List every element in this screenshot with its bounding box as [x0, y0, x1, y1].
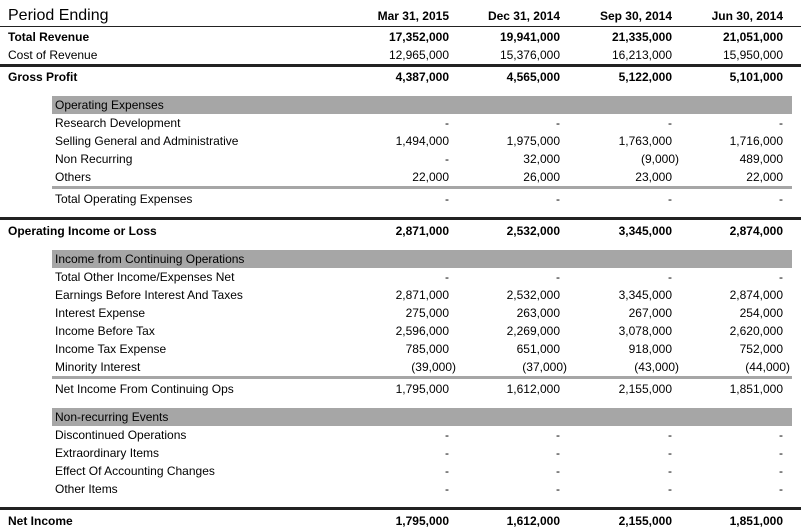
- cell-value: 22,000: [412, 170, 449, 184]
- cell-value: -: [445, 270, 449, 284]
- cell-value: -: [556, 446, 560, 460]
- cell-value: 2,874,000: [729, 288, 783, 302]
- cell-value: (39,000): [411, 360, 456, 374]
- cell-value: -: [779, 464, 783, 478]
- subtotal-divider: [52, 376, 792, 379]
- cell-value: 4,387,000: [395, 70, 449, 84]
- cell-value: 22,000: [746, 170, 783, 184]
- row-label: Total Operating Expenses: [55, 192, 193, 206]
- cell-value: -: [668, 116, 672, 130]
- cell-value: 1,851,000: [729, 514, 783, 528]
- operating-income-row: [0, 222, 801, 240]
- cell-value: (43,000): [634, 360, 679, 374]
- cell-value: 2,532,000: [506, 288, 560, 302]
- cell-value: 2,596,000: [395, 324, 449, 338]
- cell-value: -: [668, 192, 672, 206]
- cell-value: (37,000): [522, 360, 567, 374]
- row-label: Gross Profit: [8, 70, 78, 84]
- cell-value: -: [668, 464, 672, 478]
- cell-value: 19,941,000: [499, 30, 560, 44]
- net-income-continuing-ops-row: [0, 380, 801, 398]
- column-header: Mar 31, 2015: [377, 9, 449, 23]
- cell-value: -: [779, 270, 783, 284]
- cell-value: 16,213,000: [611, 48, 672, 62]
- row-label: Extraordinary Items: [55, 446, 160, 460]
- table-row: [0, 46, 801, 64]
- cell-value: -: [668, 270, 672, 284]
- table-row: [0, 268, 801, 286]
- header-divider: [0, 26, 801, 27]
- section-header-continuing-operations: [52, 250, 792, 268]
- column-header: Sep 30, 2014: [599, 9, 672, 23]
- cell-value: -: [779, 482, 783, 496]
- divider: [0, 217, 801, 220]
- cell-value: -: [779, 428, 783, 442]
- gross-profit-row: [0, 68, 801, 86]
- row-label: Net Income: [8, 514, 73, 528]
- cell-value: 2,155,000: [618, 382, 672, 396]
- cell-value: 2,871,000: [395, 224, 449, 238]
- cell-value: -: [668, 428, 672, 442]
- cell-value: -: [556, 116, 560, 130]
- table-row: [0, 28, 801, 46]
- section-title: Non-recurring Events: [55, 410, 169, 424]
- cell-value: 4,565,000: [506, 70, 560, 84]
- cell-value: -: [556, 428, 560, 442]
- cell-value: 2,620,000: [729, 324, 783, 338]
- row-label: Earnings Before Interest And Taxes: [55, 288, 243, 302]
- cell-value: (44,000): [745, 360, 790, 374]
- cell-value: 2,269,000: [506, 324, 560, 338]
- cell-value: 1,612,000: [506, 382, 560, 396]
- net-income-row: [0, 512, 801, 530]
- period-ending-title: Period Ending: [8, 7, 109, 24]
- cell-value: 1,716,000: [729, 134, 783, 148]
- cell-value: -: [445, 116, 449, 130]
- table-row: [0, 462, 801, 480]
- cell-value: 1,851,000: [729, 382, 783, 396]
- cell-value: 5,101,000: [729, 70, 783, 84]
- table-row: [0, 480, 801, 498]
- column-header-row: [0, 7, 801, 25]
- cell-value: (9,000): [640, 152, 679, 166]
- cell-value: 267,000: [628, 306, 672, 320]
- cell-value: -: [779, 192, 783, 206]
- divider: [0, 64, 801, 67]
- cell-value: 2,532,000: [506, 224, 560, 238]
- divider: [0, 507, 801, 510]
- cell-value: -: [445, 428, 449, 442]
- cell-value: 15,950,000: [722, 48, 783, 62]
- cell-value: -: [668, 482, 672, 496]
- cell-value: 275,000: [405, 306, 449, 320]
- cell-value: 1,612,000: [506, 514, 560, 528]
- section-header-operating-expenses: [52, 96, 792, 114]
- cell-value: -: [445, 446, 449, 460]
- cell-value: 32,000: [523, 152, 560, 166]
- total-operating-expenses-row: [0, 190, 801, 208]
- cell-value: 785,000: [405, 342, 449, 356]
- table-row: [0, 168, 801, 186]
- cell-value: 918,000: [628, 342, 672, 356]
- cell-value: 1,795,000: [395, 382, 449, 396]
- table-row: [0, 426, 801, 444]
- cell-value: 26,000: [523, 170, 560, 184]
- cell-value: -: [556, 192, 560, 206]
- cell-value: 1,975,000: [506, 134, 560, 148]
- cell-value: 254,000: [739, 306, 783, 320]
- section-header-non-recurring: [52, 408, 792, 426]
- row-label: Others: [55, 170, 92, 184]
- cell-value: -: [556, 270, 560, 284]
- cell-value: -: [779, 116, 783, 130]
- row-label: Cost of Revenue: [8, 48, 98, 62]
- cell-value: -: [445, 482, 449, 496]
- cell-value: 3,078,000: [618, 324, 672, 338]
- column-header: Dec 31, 2014: [487, 9, 560, 23]
- cell-value: 1,795,000: [395, 514, 449, 528]
- table-row: [0, 304, 801, 322]
- cell-value: 2,871,000: [395, 288, 449, 302]
- row-label: Research Development: [55, 116, 181, 130]
- cell-value: -: [556, 464, 560, 478]
- column-header: Jun 30, 2014: [711, 9, 783, 23]
- row-label: Total Revenue: [8, 30, 90, 44]
- row-label: Total Other Income/Expenses Net: [55, 270, 235, 284]
- cell-value: 1,494,000: [395, 134, 449, 148]
- cell-value: 17,352,000: [388, 30, 449, 44]
- row-label: Income Tax Expense: [55, 342, 167, 356]
- table-row: [0, 340, 801, 358]
- cell-value: -: [779, 446, 783, 460]
- table-row: [0, 150, 801, 168]
- row-label: Income Before Tax: [55, 324, 155, 338]
- cell-value: 5,122,000: [618, 70, 672, 84]
- row-label: Other Items: [55, 482, 118, 496]
- cell-value: 23,000: [635, 170, 672, 184]
- cell-value: -: [556, 482, 560, 496]
- cell-value: 21,335,000: [611, 30, 672, 44]
- row-label: Operating Income or Loss: [8, 224, 157, 238]
- cell-value: 3,345,000: [618, 288, 672, 302]
- table-row: [0, 132, 801, 150]
- table-row: [0, 444, 801, 462]
- row-label: Minority Interest: [55, 360, 141, 374]
- cell-value: 1,763,000: [618, 134, 672, 148]
- row-label: Selling General and Administrative: [55, 134, 239, 148]
- cell-value: 2,874,000: [729, 224, 783, 238]
- section-title: Operating Expenses: [55, 98, 164, 112]
- cell-value: 651,000: [516, 342, 560, 356]
- cell-value: -: [445, 464, 449, 478]
- cell-value: 2,155,000: [618, 514, 672, 528]
- table-row: [0, 322, 801, 340]
- cell-value: 752,000: [739, 342, 783, 356]
- table-row: [0, 286, 801, 304]
- subtotal-divider: [52, 186, 792, 189]
- row-label: Non Recurring: [55, 152, 133, 166]
- cell-value: 12,965,000: [388, 48, 449, 62]
- row-label: Net Income From Continuing Ops: [55, 382, 234, 396]
- cell-value: 15,376,000: [499, 48, 560, 62]
- cell-value: -: [445, 152, 449, 166]
- cell-value: 263,000: [516, 306, 560, 320]
- row-label: Effect Of Accounting Changes: [55, 464, 215, 478]
- cell-value: -: [668, 446, 672, 460]
- table-row: [0, 114, 801, 132]
- section-title: Income from Continuing Operations: [55, 252, 245, 266]
- cell-value: 3,345,000: [618, 224, 672, 238]
- row-label: Interest Expense: [55, 306, 146, 320]
- cell-value: 489,000: [739, 152, 783, 166]
- cell-value: 21,051,000: [722, 30, 783, 44]
- table-row: [0, 358, 801, 376]
- row-label: Discontinued Operations: [55, 428, 187, 442]
- cell-value: -: [445, 192, 449, 206]
